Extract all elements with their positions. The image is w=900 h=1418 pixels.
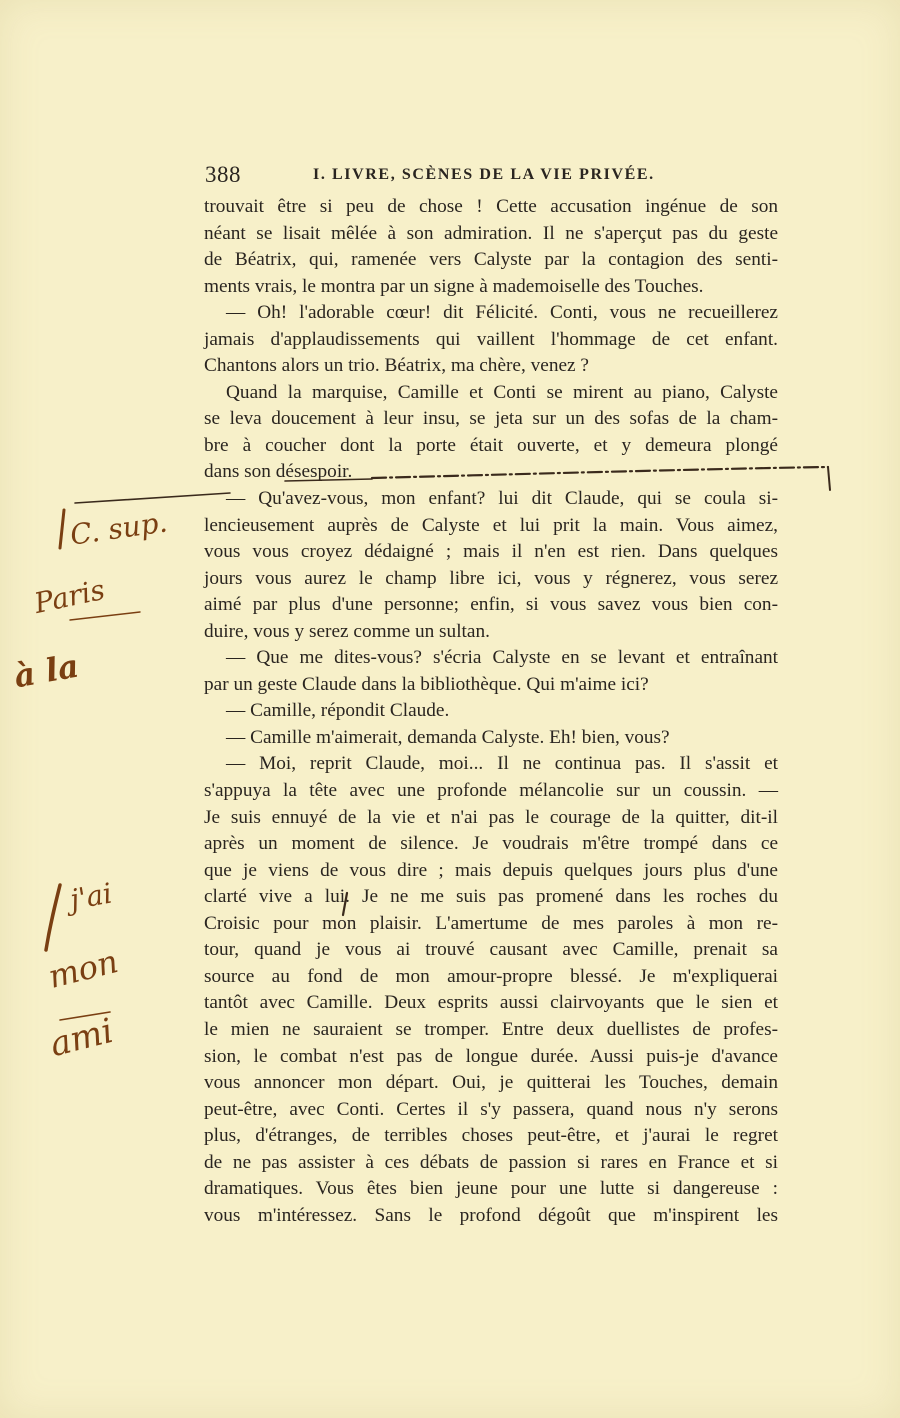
margin-dash xyxy=(60,1012,110,1020)
body-text xyxy=(204,194,778,1229)
text-line: bre à coucher dont la porte était ouverte, et y demeura plongé xyxy=(204,434,778,456)
text-line: se leva doucement à leur insu, se jeta sur un des sofas de la cham- xyxy=(204,408,778,430)
page-header xyxy=(205,160,777,190)
text-line: Je suis ennuyé de la vie et n'ai pas le courage de la quitter, dit-il xyxy=(204,806,778,828)
text-line: Chantons alors un trio. Béatrix, ma chère, venez ? xyxy=(204,355,589,377)
text-line: plus, d'étranges, de terribles choses peut-être, et j'aurai le regret xyxy=(204,1125,778,1147)
text-line: de ne pas assister à ces débats de passion si rares en France et si xyxy=(204,1151,778,1173)
text-line: néant se lisait mêlée à son admiration. Il ne s'aperçut pas du geste xyxy=(204,222,778,244)
text-line: ments vrais, le montra par un signe à mademoiselle des Touches. xyxy=(204,275,704,297)
margin-bracket xyxy=(60,510,64,548)
text-line: — Que me dites-vous? s'écria Calyste en se levant et entraînant xyxy=(226,647,778,669)
margin-note: ami xyxy=(46,1010,118,1066)
text-line: tour, quand je vous ai trouvé causant avec Camille, prenait sa xyxy=(204,939,778,961)
text-line: par un geste Claude dans la bibliothèque. Qui m'aime ici? xyxy=(204,673,649,695)
insertion-line-tail xyxy=(828,467,830,490)
text-line: trouvait être si peu de chose ! Cette accusation ingénue de son xyxy=(204,196,778,217)
margin-bracket xyxy=(46,885,60,950)
text-line: s'appuya la tête avec une profonde mélancolie sur un coussin. — xyxy=(204,780,778,802)
page-number: 388 xyxy=(205,162,241,187)
text-line: — Moi, reprit Claude, moi... Il ne continua pas. Il s'assit et xyxy=(226,753,778,775)
text-line: source au fond de mon amour-propre blessé. Je m'expliquerai xyxy=(204,965,778,987)
text-line: — Camille m'aimerait, demanda Calyste. Eh! bien, vous? xyxy=(226,726,670,748)
margin-note: C. sup. xyxy=(68,505,170,552)
text-line: de Béatrix, qui, ramenée vers Calyste par la contagion des senti- xyxy=(204,249,778,271)
margin-note: mon xyxy=(44,942,122,996)
running-head: I. LIVRE, SCÈNES DE LA VIE PRIVÉE. xyxy=(313,166,655,183)
text-line: vous annoncer mon départ. Oui, je quitterai les Touches, demain xyxy=(204,1072,778,1094)
text-line: jamais d'applaudissements qui vaillent l'hommage de cet enfant. xyxy=(204,328,778,350)
text-line: — Oh! l'adorable cœur! dit Félicité. Conti, vous ne recueillerez xyxy=(226,302,778,324)
text-line: lencieusement auprès de Calyste et lui prit la main. Vous aimez, xyxy=(204,514,778,536)
margin-note: j'ai xyxy=(67,876,115,917)
text-line: Croisic pour mon plaisir. L'amertume de mes paroles à mon re- xyxy=(204,912,778,934)
text-line: le mien ne sauraient se tromper. Entre deux duellistes de profes- xyxy=(204,1018,778,1040)
margin-note: à la xyxy=(11,646,82,696)
text-line: sion, le combat n'est pas de longue durée. Aussi puis-je d'avance xyxy=(204,1045,778,1067)
text-line: peut-être, avec Conti. Certes il s'y passera, quand nous n'y serons xyxy=(204,1098,778,1120)
margin-dash xyxy=(70,612,140,620)
text-line: — Qu'avez-vous, mon enfant? lui dit Claude, qui se coula si- xyxy=(226,488,778,510)
text-line: clarté vive a lui. Je ne me suis pas promené dans les roches du xyxy=(204,886,778,908)
text-line: après un moment de silence. Je voudrais m'être trompé dans ce xyxy=(204,833,778,855)
text-line: aimé par plus d'une personne; enfin, si vous savez vous bien con- xyxy=(204,594,778,616)
text-line: vous m'intéressez. Sans le profond dégoût que m'inspirent les xyxy=(204,1204,778,1226)
text-line: — Camille, répondit Claude. xyxy=(226,700,450,722)
text-line: dramatiques. Vous êtes bien jeune pour une lutte si dangereuse : xyxy=(204,1178,778,1200)
text-line: duire, vous y serez comme un sultan. xyxy=(204,620,490,642)
text-line: Quand la marquise, Camille et Conti se mirent au piano, Calyste xyxy=(226,381,778,403)
margin-note: Paris xyxy=(31,572,108,621)
text-line: vous vous croyez dédaigné ; mais il n'en est rien. Dans quelques xyxy=(204,541,778,563)
text-line: jours vous aurez le champ libre ici, vous y régnerez, vous serez xyxy=(204,567,778,589)
text-line: que je viens de vous dire ; mais depuis quelques jours plus d'une xyxy=(204,859,778,881)
text-line: dans son désespoir. xyxy=(204,461,353,483)
text-line: tantôt avec Camille. Deux esprits aussi clairvoyants que le sien et xyxy=(204,992,778,1014)
